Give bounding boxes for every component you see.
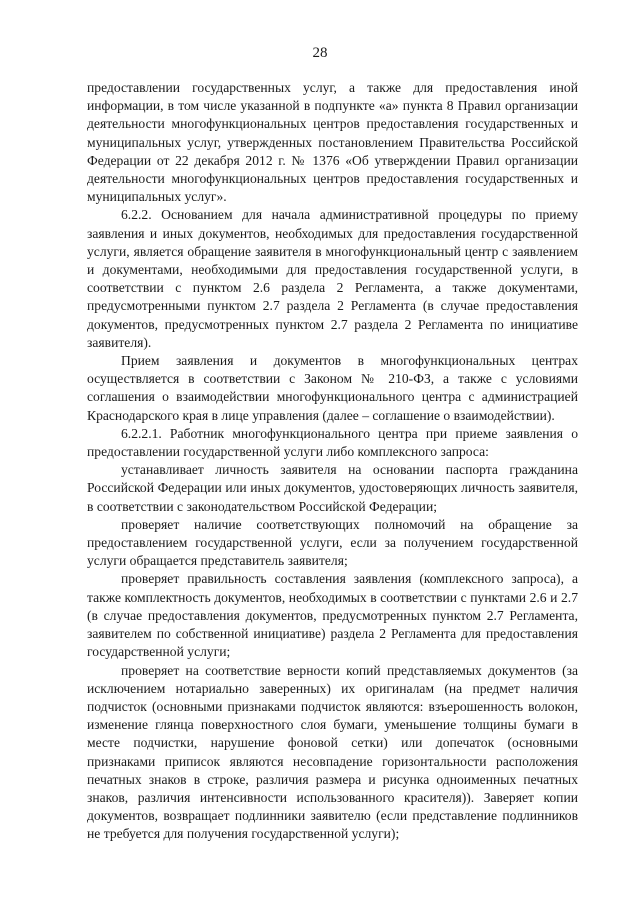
list-item-completeness: проверяет правильность составления заявления (комплексного запроса), а также комплектность документов, необходимых в соответствии с пунктами 2.6 и 2.7 (в случае предоставления документов, предусмотренных пунктом 2.7 Регламента, заявителем по собственной инициативе) раздела 2 Регламента для предоставления государственной услуги; (87, 571, 578, 660)
list-item-copies: проверяет на соответствие верности копий представляемых документов (за исключением нотариально заверенных) их оригиналам (на предмет наличия подчисток (основными признаками подчисток являются: взъерошенность волокон, изменение глянца поверхностного слоя бумаги, уменьшение толщины бумаги в месте подчистки, нарушение фоновой сетки) или допечаток (основными признаками приписок являются несовпадение горизонтальности расположения печатных знаков в строке, различия размера и рисунка одноименных печатных знаков, различия интенсивности использованного красителя)). Заверяет копии документов, возвращает подлинники заявителю (если представление подлинников не требуется для получения государственной услуги); (87, 662, 578, 842)
paragraph-6-2-2-1: 6.2.2.1. Работник многофункционального центра при приеме заявления о предоставлении государственной услуги либо комплексного запроса: (87, 425, 578, 460)
document-body (87, 79, 578, 844)
list-item-authority: проверяет наличие соответствующих полномочий на обращение за предоставлением государственной услуги, если за получением государственной услуги обращается представитель заявителя; (87, 516, 578, 569)
list-item-identity: устанавливает личность заявителя на основании паспорта гражданина Российской Федерации или иных документов, удостоверяющих личность заявителя, в соответствии с законодательством Российской Федерации; (87, 462, 578, 514)
page-number: 28 (312, 45, 328, 61)
paragraph-6-2-2: 6.2.2. Основанием для начала административной процедуры по приему заявления и иных документов, необходимых для предоставления государственной услуги, является обращение заявителя в многофункциональный центр с заявлением и документами, необходимыми для предоставления государственной услуги, в соответствии с пунктом 2.6 раздела 2 Регламента, а также документами, предусмотренными пунктом 2.7 раздела 2 Регламента (в случае предоставления документов, предусмотренных пунктом 2.7 раздела 2 Регламента по инициативе заявителя). (87, 207, 578, 350)
paragraph-continuation: предоставлении государственных услуг, а также для предоставления иной информации, в том числе указанной в подпункте «а» пункта 8 Правил организации деятельности многофункциональных центров предоставления государственных и муниципальных услуг, утвержденных постановлением Правительства Российской Федерации от 22 декабря 2012 г. № 1376 «Об утверждении Правил организации деятельности многофункциональных центров предоставления государственных и муниципальных услуг». (87, 80, 578, 205)
paragraph-reception: Прием заявления и документов в многофункциональных центрах осуществляется в соответствии с Законом № 210-ФЗ, а также с условиями соглашения о взаимодействии многофункционального центра с администрацией Краснодарского края в лице управления (далее – соглашение о взаимодействии). (87, 353, 578, 423)
